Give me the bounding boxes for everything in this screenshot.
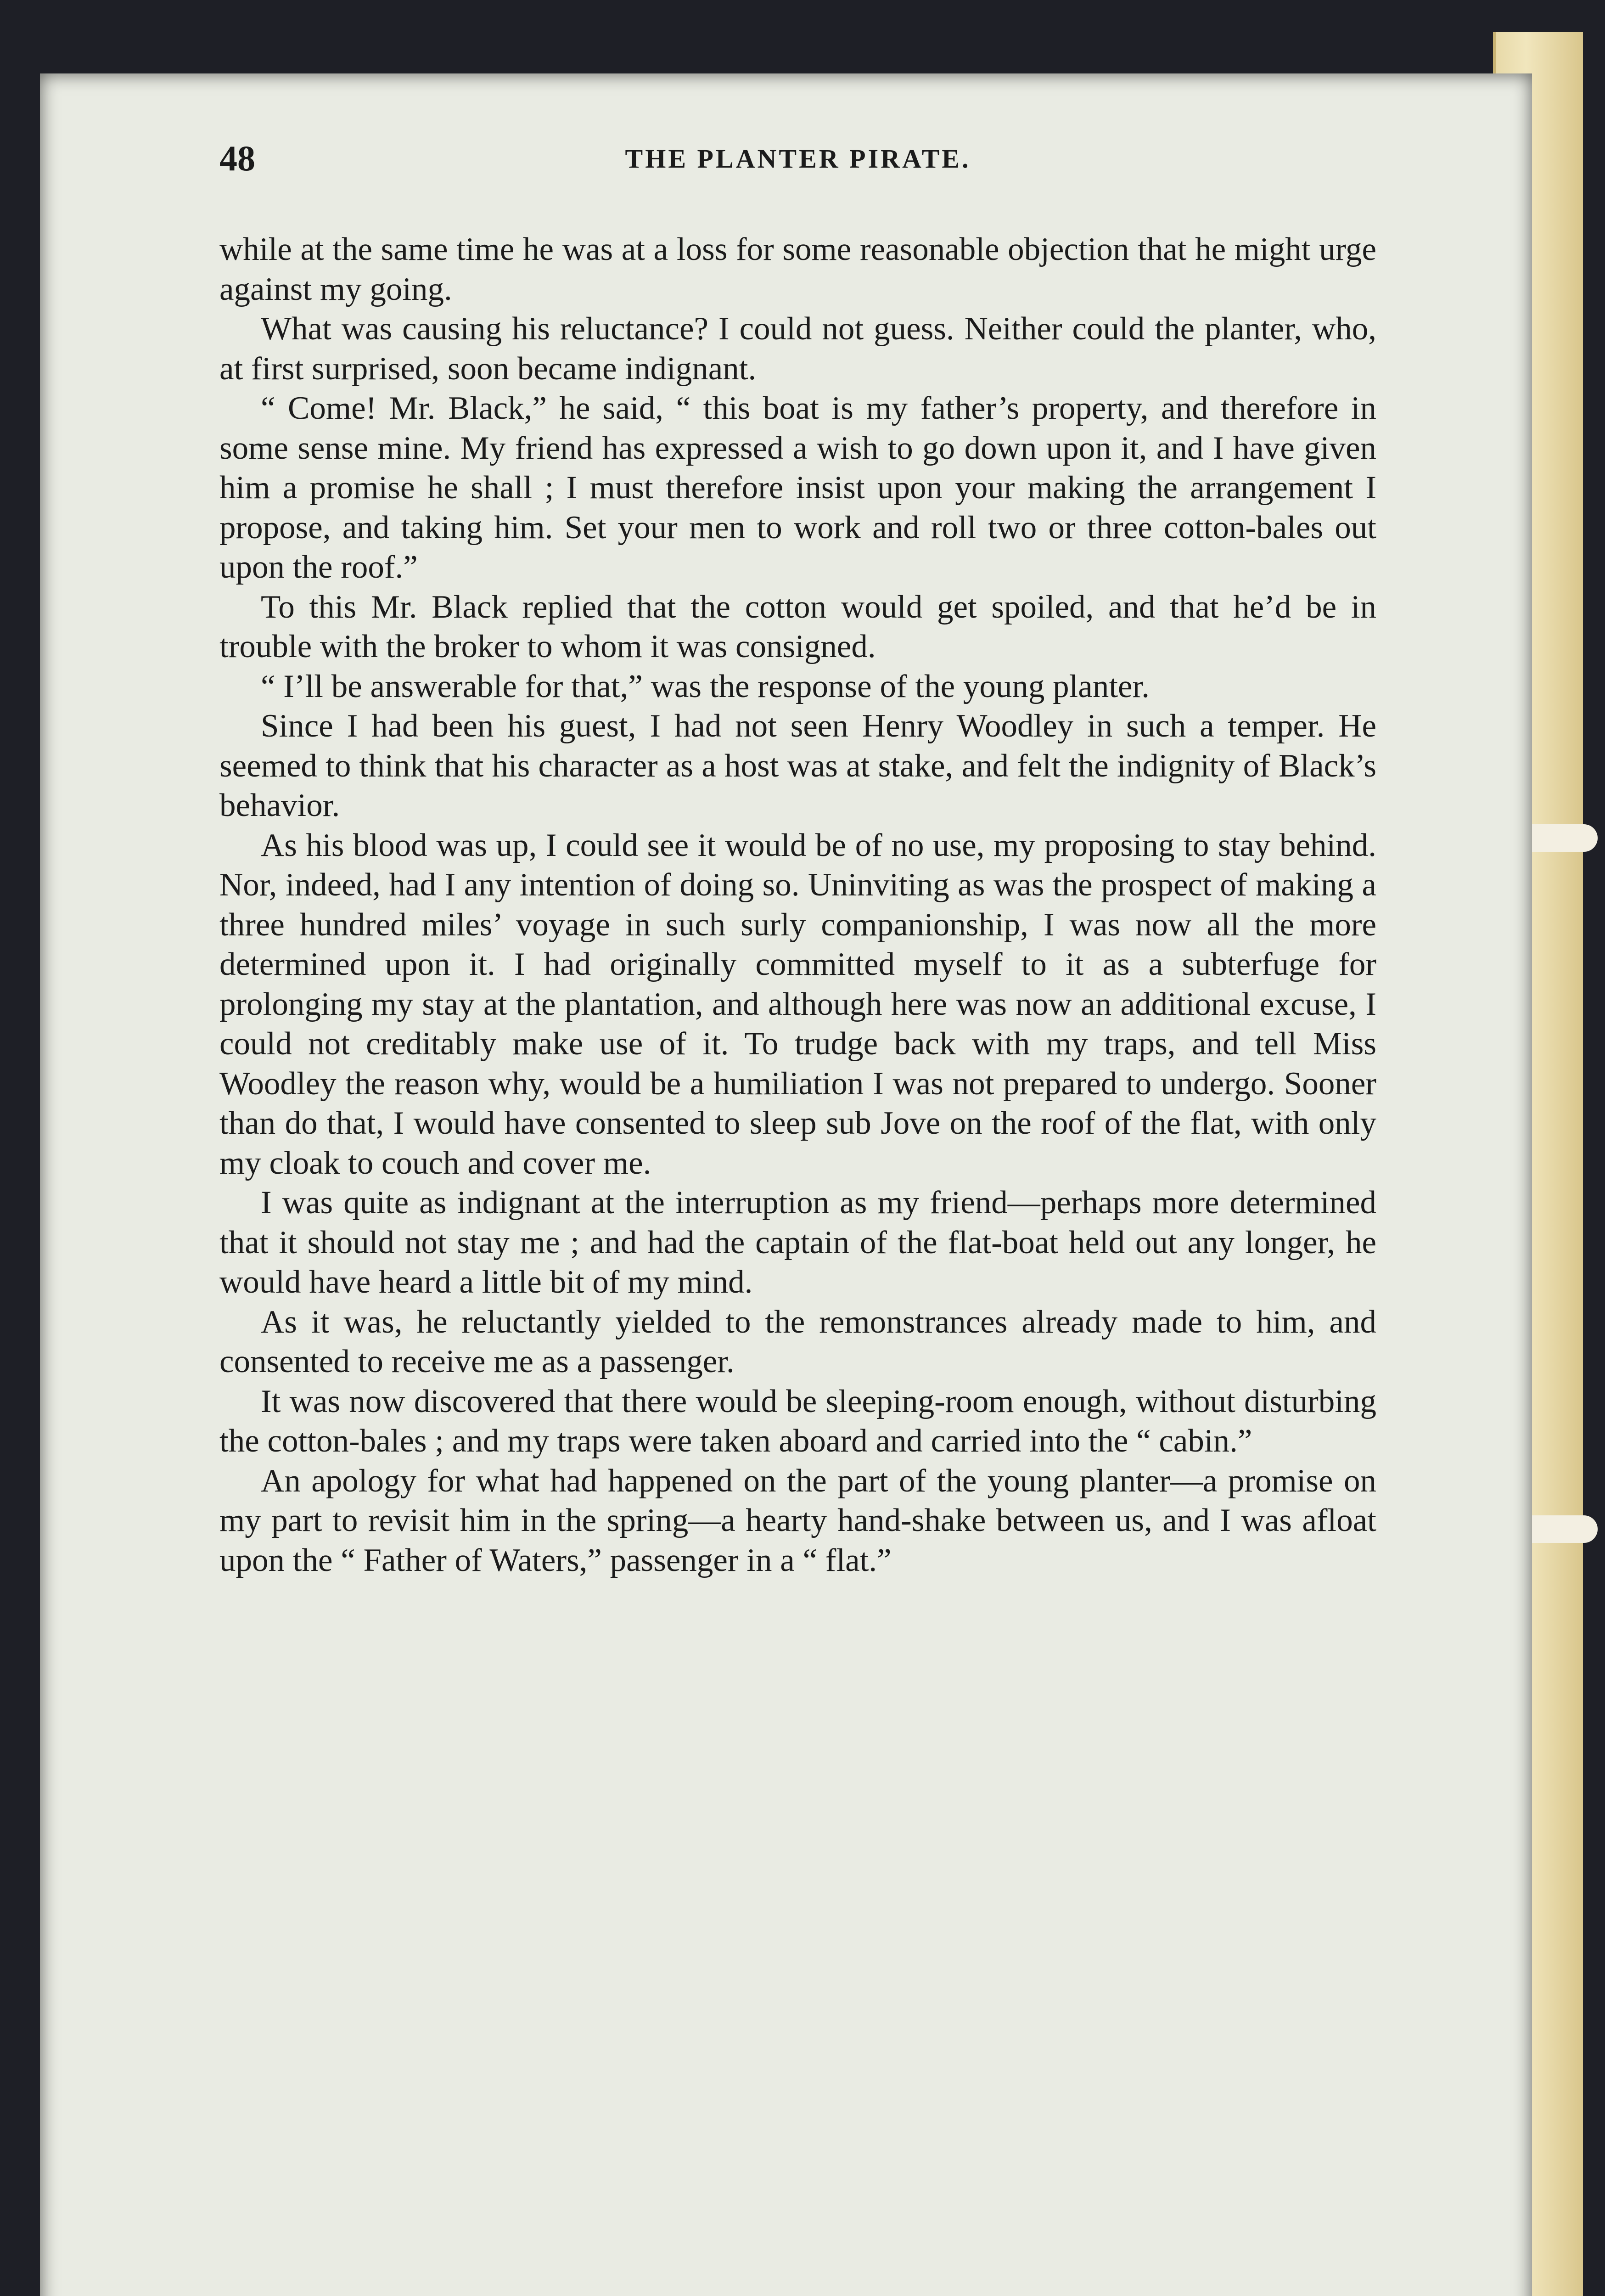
paragraph: I was quite as indignant at the interruption as my friend—perhaps more determined that it should not stay me ; and had the captain of the flat-boat held out any longer, he would have heard a little bit of my mind. — [219, 1185, 1376, 1300]
paragraph: As it was, he reluctantly yielded to the remonstrances already made to him, and consented to receive me as a passenger. — [219, 1304, 1376, 1379]
running-title: THE PLANTER PIRATE. — [625, 144, 971, 174]
paragraph: As his blood was up, I could see it would be of no use, my proposing to stay behind. Nor, indeed, had I any intention of doing so. Uninviting as was the prospect of making a three hundred miles’ voyage in such surly companionship, I was now all the more determined upon it. I had originally committed myself to it as a subterfuge for prolonging my stay at the plantation, and although here was now an additional excuse, I could not creditably make use of it. To trudge back with my traps, and tell Miss Woodley the reason why, would be a humiliation I was not prepared to undergo. Sooner than do that, I would have consented to sleep sub Jove on the roof of the flat, with only my cloak to couch and cover me. — [219, 827, 1376, 1181]
running-head — [219, 138, 1376, 188]
text-body — [219, 230, 1376, 1580]
paragraph: “ Come! Mr. Black,” he said, “ this boat is my father’s property, and therefore in some sense mine. My friend has expressed a wish to go down upon it, and I have given him a promise he shall ; I must therefore insist upon your making the arrangement I propose, and taking him. Set your men to work and roll two or three cotton-bales out upon the roof.” — [219, 390, 1376, 585]
paragraph: What was causing his reluctance? I could not guess. Neither could the planter, who, at first surprised, soon became indignant. — [219, 311, 1376, 387]
paragraph: It was now discovered that there would be sleeping-room enough, without disturbing the cotton-bales ; and my traps were taken aboard and carried into the “ cabin.” — [219, 1383, 1376, 1459]
paragraph: An apology for what had happened on the part of the young planter—a promise on my part to revisit him in the spring—a hearty hand-shake between us, and I was afloat upon the “ Father of Waters,” passenger in a “ flat.” — [219, 1463, 1376, 1578]
paragraph: To this Mr. Black replied that the cotton would get spoiled, and that he’d be in trouble with the broker to whom it was consigned. — [219, 589, 1376, 664]
page-number: 48 — [219, 138, 255, 178]
paragraph: “ I’ll be answerable for that,” was the response of the young planter. — [261, 668, 1150, 704]
paragraph: Since I had been his guest, I had not seen Henry Woodley in such a temper. He seemed to think that his character as a host was at stake, and felt the indignity of Black’s behavior. — [219, 708, 1376, 823]
paragraph: while at the same time he was at a loss for some reasonable objection that he might urge against my going. — [219, 231, 1376, 307]
